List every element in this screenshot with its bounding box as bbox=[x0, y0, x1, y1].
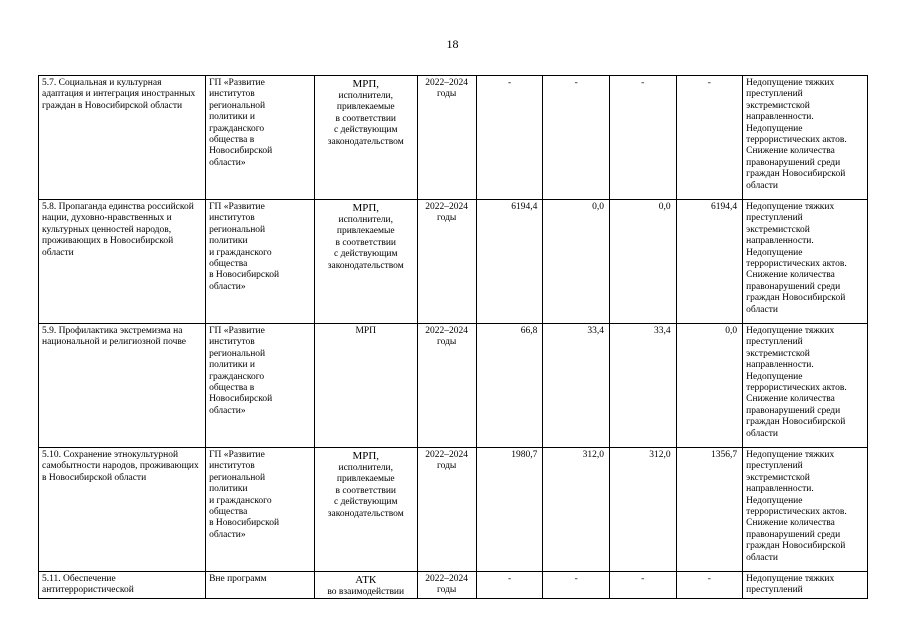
program-cell: ГП «Развитие институтов региональной политики и гражданского общества в Новосибирской области» bbox=[206, 200, 315, 324]
measure-name-cell: 5.9. Профилактика экстремизма на национальной и религиозной почве bbox=[39, 324, 206, 448]
value-cell: 0,0 bbox=[609, 200, 676, 324]
value-cell: 0,0 bbox=[543, 200, 610, 324]
table-row bbox=[39, 324, 868, 448]
term-cell: 2022–2024 годы bbox=[417, 448, 476, 572]
value-cell: 33,4 bbox=[609, 324, 676, 448]
term-cell: 2022–2024 годы bbox=[417, 76, 476, 200]
page-number: 18 bbox=[446, 37, 459, 51]
result-cell: Недопущение тяжких преступлений bbox=[743, 572, 868, 599]
program-cell: ГП «Развитие институтов региональной политики и гражданского общества в Новосибирской области» bbox=[206, 76, 315, 200]
value-cell: - bbox=[676, 572, 743, 599]
term-cell: 2022–2024 годы bbox=[417, 324, 476, 448]
value-cell: 6194,4 bbox=[676, 200, 743, 324]
value-cell: 33,4 bbox=[543, 324, 610, 448]
program-cell: ГП «Развитие институтов региональной политики и гражданского общества в Новосибирской области» bbox=[206, 324, 315, 448]
value-cell: 0,0 bbox=[676, 324, 743, 448]
value-cell: 1980,7 bbox=[476, 448, 543, 572]
result-cell: Недопущение тяжких преступлений экстремистской направленности. Недопущение террористических актов. Снижение количества правонарушений среди граждан Новосибирской области bbox=[743, 324, 868, 448]
value-cell: 1356,7 bbox=[676, 448, 743, 572]
executor-cell: МРП, исполнители, привлекаемые в соответствии с действующим законодательством bbox=[314, 200, 417, 324]
table-row bbox=[39, 448, 868, 572]
measure-name-cell: 5.8. Пропаганда единства российской нации, духовно-нравственных и культурных ценностей народов, проживающих в Новосибирской области bbox=[39, 200, 206, 324]
value-cell: - bbox=[543, 572, 610, 599]
program-cell: ГП «Развитие институтов региональной политики и гражданского общества в Новосибирской области» bbox=[206, 448, 315, 572]
value-cell: 312,0 bbox=[609, 448, 676, 572]
executor-cell: МРП, исполнители, привлекаемые в соответствии с действующим законодательством bbox=[314, 448, 417, 572]
measures-table bbox=[38, 75, 868, 599]
value-cell: - bbox=[476, 76, 543, 200]
result-cell: Недопущение тяжких преступлений экстремистской направленности. Недопущение террористических актов. Снижение количества правонарушений среди граждан Новосибирской области bbox=[743, 200, 868, 324]
table-row bbox=[39, 200, 868, 324]
term-cell: 2022–2024 годы bbox=[417, 572, 476, 599]
value-cell: 66,8 bbox=[476, 324, 543, 448]
result-cell: Недопущение тяжких преступлений экстремистской направленности. Недопущение террористических актов. Снижение количества правонарушений среди граждан Новосибирской области bbox=[743, 76, 868, 200]
result-cell: Недопущение тяжких преступлений экстремистской направленности. Недопущение террористических актов. Снижение количества правонарушений среди граждан Новосибирской области bbox=[743, 448, 868, 572]
value-cell: - bbox=[676, 76, 743, 200]
table-row bbox=[39, 76, 868, 200]
measure-name-cell: 5.7. Социальная и культурная адаптация и интеграция иностранных граждан в Новосибирской области bbox=[39, 76, 206, 200]
value-cell: - bbox=[476, 572, 543, 599]
program-cell: Вне программ bbox=[206, 572, 315, 599]
value-cell: 6194,4 bbox=[476, 200, 543, 324]
term-cell: 2022–2024 годы bbox=[417, 200, 476, 324]
value-cell: - bbox=[609, 76, 676, 200]
measure-name-cell: 5.11. Обеспечение антитеррористической bbox=[39, 572, 206, 599]
executor-cell: МРП bbox=[314, 324, 417, 448]
executor-cell: МРП, исполнители, привлекаемые в соответствии с действующим законодательством bbox=[314, 76, 417, 200]
measure-name-cell: 5.10. Сохранение этнокультурной самобытности народов, проживающих в Новосибирской области bbox=[39, 448, 206, 572]
executor-cell: АТК во взаимодействии bbox=[314, 572, 417, 599]
value-cell: 312,0 bbox=[543, 448, 610, 572]
value-cell: - bbox=[609, 572, 676, 599]
table-row bbox=[39, 572, 868, 599]
value-cell: - bbox=[543, 76, 610, 200]
